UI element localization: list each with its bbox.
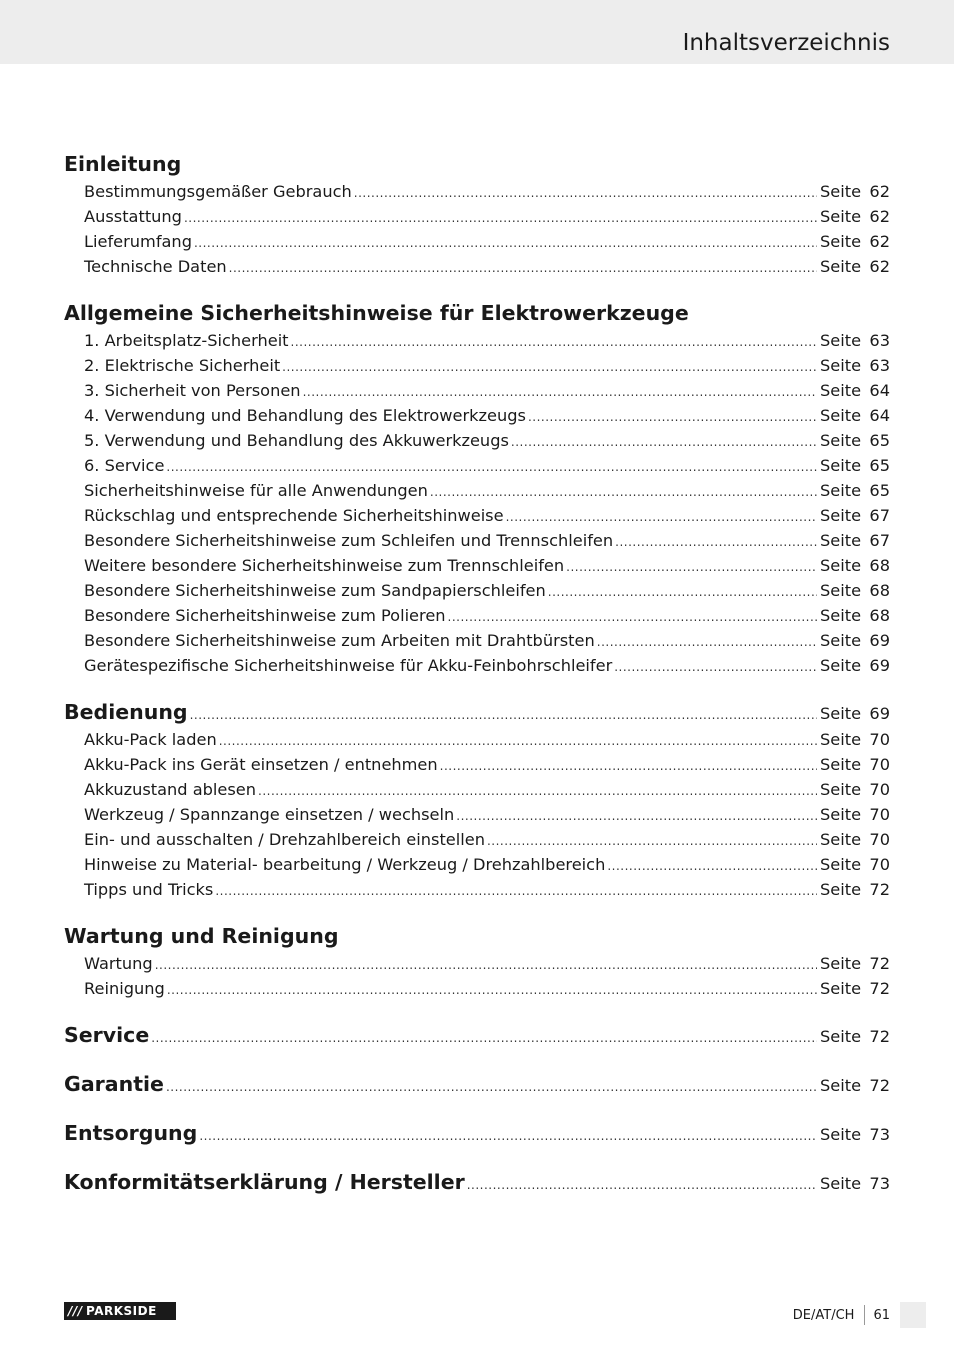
toc-entry[interactable]: [64, 553, 890, 578]
entry-page-number: 70: [869, 755, 890, 774]
toc-entry[interactable]: [64, 877, 890, 902]
entry-page-number: 69: [869, 656, 890, 675]
page-number: 61: [873, 1307, 890, 1323]
section-title: Konformitätserklärung / Hersteller: [64, 1170, 465, 1194]
page-label: Seite: [820, 356, 862, 375]
toc-section: [64, 1070, 890, 1099]
leader-dots: [199, 1122, 817, 1151]
entry-label: Technische Daten: [84, 257, 227, 276]
toc-entry[interactable]: [64, 827, 890, 852]
logo-stripes-icon: ///: [68, 1304, 83, 1318]
entry-page-number: 62: [869, 232, 890, 251]
page-label: Seite: [820, 631, 862, 650]
page-label: Seite: [820, 257, 862, 276]
entry-label: Hinweise zu Material- bearbeitung / Werkzeug / Drehzahlbereich: [84, 855, 606, 874]
toc-section: [64, 1021, 890, 1050]
entry-label: Gerätespezifische Sicherheitshinweise für Akku-Feinbohrschleifer: [84, 656, 613, 675]
entry-page-number: 72: [869, 954, 890, 973]
toc-entry[interactable]: [64, 503, 890, 528]
entry-page-number: 65: [869, 431, 890, 450]
toc-section: [64, 150, 890, 279]
entry-label: Werkzeug / Spannzange einsetzen / wechseln: [84, 805, 455, 824]
entry-label: Sicherheitshinweise für alle Anwendungen: [84, 481, 428, 500]
footer-box: [900, 1302, 926, 1328]
leader-dots: [215, 879, 817, 904]
entry-page-number: 72: [869, 979, 890, 998]
entry-page-number: 62: [869, 182, 890, 201]
leader-dots: [566, 555, 817, 580]
parkside-logo: [64, 1302, 176, 1320]
entry-label: Akkuzustand ablesen: [84, 780, 257, 799]
page-label: Seite: [820, 780, 862, 799]
entry-label: 5. Verwendung und Behandlung des Akkuwerkzeugs: [84, 431, 509, 450]
toc-entry[interactable]: [64, 752, 890, 777]
section-title: Allgemeine Sicherheitshinweise für Elektrowerkzeuge: [64, 301, 689, 325]
page-label: Seite: [820, 182, 862, 201]
page-label: Seite: [820, 1076, 862, 1095]
entry-label: Ausstattung: [84, 207, 182, 226]
entry-page-number: 67: [869, 506, 890, 525]
page-label: Seite: [820, 431, 862, 450]
toc-entry[interactable]: [64, 727, 890, 752]
page-label: Seite: [820, 1027, 862, 1046]
entry-label: Bestimmungsgemäßer Gebrauch: [84, 182, 352, 201]
entry-page-number: 69: [869, 631, 890, 650]
entry-page-number: 63: [869, 356, 890, 375]
page-label: Seite: [820, 730, 862, 749]
page-label: Seite: [820, 656, 862, 675]
page-label: Seite: [820, 531, 862, 550]
entry-label: 2. Elektrische Sicherheit: [84, 356, 281, 375]
entry-label: Akku-Pack ins Gerät einsetzen / entnehmen: [84, 755, 438, 774]
section-title: Service: [64, 1023, 150, 1047]
page-label: Seite: [820, 855, 862, 874]
entry-page-number: 68: [869, 581, 890, 600]
toc-entry[interactable]: [64, 229, 890, 254]
toc-section-heading[interactable]: [64, 1021, 890, 1050]
entry-page-number: 72: [869, 880, 890, 899]
entry-page-number: 62: [869, 257, 890, 276]
table-of-contents: [64, 150, 890, 1217]
leader-dots: [548, 580, 817, 605]
section-title: Wartung und Reinigung: [64, 924, 339, 948]
entry-page-number: 64: [869, 406, 890, 425]
toc-entry[interactable]: [64, 777, 890, 802]
leader-dots: [456, 804, 817, 829]
toc-entry[interactable]: [64, 204, 890, 229]
toc-entry[interactable]: [64, 254, 890, 279]
page-label: Seite: [820, 704, 862, 723]
entry-page-number: 70: [869, 805, 890, 824]
page-label: Seite: [820, 381, 862, 400]
section-title: Entsorgung: [64, 1121, 198, 1145]
entry-label: Lieferumfang: [84, 232, 192, 251]
toc-section-heading[interactable]: [64, 1119, 890, 1148]
toc-entry[interactable]: [64, 328, 890, 353]
leader-dots: [597, 630, 817, 655]
leader-dots: [166, 455, 817, 480]
leader-dots: [511, 430, 817, 455]
leader-dots: [282, 355, 817, 380]
section-page-number: 73: [869, 1174, 890, 1193]
entry-page-number: 70: [869, 780, 890, 799]
entry-label: Wartung: [84, 954, 153, 973]
entry-label: Besondere Sicherheitshinweise zum Polieren: [84, 606, 446, 625]
entry-label: Weitere besondere Sicherheitshinweise zum Trennschleifen: [84, 556, 565, 575]
toc-entry[interactable]: [64, 653, 890, 678]
leader-dots: [151, 1024, 817, 1053]
toc-section: [64, 698, 890, 902]
leader-dots: [448, 605, 817, 630]
leader-dots: [614, 655, 817, 680]
page-label: Seite: [820, 556, 862, 575]
country-code: DE/AT/CH: [792, 1307, 855, 1323]
entry-label: 3. Sicherheit von Personen: [84, 381, 301, 400]
toc-entry[interactable]: [64, 428, 890, 453]
page-label: Seite: [820, 1174, 862, 1193]
page-label: Seite: [820, 1125, 862, 1144]
entry-page-number: 70: [869, 855, 890, 874]
entry-page-number: 62: [869, 207, 890, 226]
section-page-number: 72: [869, 1076, 890, 1095]
entry-page-number: 68: [869, 556, 890, 575]
leader-dots: [607, 854, 817, 879]
page-label: Seite: [820, 207, 862, 226]
entry-label: Reinigung: [84, 979, 165, 998]
leader-dots: [194, 231, 817, 256]
page-label: Seite: [820, 481, 862, 500]
leader-dots: [615, 530, 817, 555]
toc-entry[interactable]: [64, 353, 890, 378]
toc-entry[interactable]: [64, 179, 890, 204]
section-title: Garantie: [64, 1072, 164, 1096]
entry-label: Ein- und ausschalten / Drehzahlbereich einstellen: [84, 830, 485, 849]
toc-entry[interactable]: [64, 802, 890, 827]
toc-entry[interactable]: [64, 378, 890, 403]
leader-dots: [440, 754, 817, 779]
toc-entry[interactable]: [64, 976, 890, 1001]
page-label: Seite: [820, 331, 862, 350]
header-bar: [0, 0, 954, 64]
leader-dots: [303, 380, 817, 405]
leader-dots: [167, 978, 817, 1003]
logo-brand-text: PARKSIDE: [86, 1304, 157, 1318]
toc-entry[interactable]: [64, 951, 890, 976]
page-label: Seite: [820, 232, 862, 251]
page-label: Seite: [820, 456, 862, 475]
toc-section: [64, 922, 890, 1001]
leader-dots: [229, 256, 817, 281]
entry-page-number: 64: [869, 381, 890, 400]
entry-label: Besondere Sicherheitshinweise zum Schleifen und Trennschleifen: [84, 531, 614, 550]
section-page-number: 69: [869, 704, 890, 723]
toc-entry[interactable]: [64, 528, 890, 553]
toc-entry[interactable]: [64, 628, 890, 653]
toc-section-heading[interactable]: [64, 1070, 890, 1099]
page-label: Seite: [820, 506, 862, 525]
entry-label: Besondere Sicherheitshinweise zum Arbeiten mit Drahtbürsten: [84, 631, 595, 650]
entry-label: 4. Verwendung und Behandlung des Elektrowerkzeugs: [84, 406, 526, 425]
section-title: Einleitung: [64, 152, 182, 176]
section-title: Bedienung: [64, 700, 188, 724]
page-label: Seite: [820, 406, 862, 425]
footer-meta: [793, 1302, 926, 1328]
section-page-number: 72: [869, 1027, 890, 1046]
section-page-number: 73: [869, 1125, 890, 1144]
entry-label: Besondere Sicherheitshinweise zum Sandpapierschleifen: [84, 581, 546, 600]
leader-dots: [184, 206, 817, 231]
entry-page-number: 68: [869, 606, 890, 625]
page-label: Seite: [820, 830, 862, 849]
entry-label: Rückschlag und entsprechende Sicherheitshinweise: [84, 506, 504, 525]
leader-dots: [155, 953, 817, 978]
entry-label: 6. Service: [84, 456, 165, 475]
page-title: Inhaltsverzeichnis: [682, 30, 890, 56]
leader-dots: [291, 330, 817, 355]
page-label: Seite: [820, 581, 862, 600]
toc-section: [64, 1119, 890, 1148]
entry-page-number: 70: [869, 830, 890, 849]
page-label: Seite: [820, 755, 862, 774]
entry-label: Tipps und Tricks: [84, 880, 214, 899]
toc-entry[interactable]: [64, 478, 890, 503]
entry-page-number: 70: [869, 730, 890, 749]
toc-section: [64, 299, 890, 678]
toc-entry[interactable]: [64, 603, 890, 628]
page-label: Seite: [820, 979, 862, 998]
leader-dots: [166, 1073, 817, 1102]
toc-section-heading[interactable]: [64, 698, 890, 727]
entry-page-number: 65: [869, 481, 890, 500]
entry-page-number: 65: [869, 456, 890, 475]
leader-dots: [528, 405, 817, 430]
page-label: Seite: [820, 954, 862, 973]
page-label: Seite: [820, 606, 862, 625]
entry-label: 1. Arbeitsplatz-Sicherheit: [84, 331, 289, 350]
leader-dots: [219, 729, 817, 754]
toc-section-heading[interactable]: [64, 1168, 890, 1197]
leader-dots: [467, 1171, 817, 1200]
page-label: Seite: [820, 880, 862, 899]
leader-dots: [430, 480, 817, 505]
toc-entry[interactable]: [64, 453, 890, 478]
leader-dots: [487, 829, 817, 854]
entry-label: Akku-Pack laden: [84, 730, 217, 749]
page-label: Seite: [820, 805, 862, 824]
toc-entry[interactable]: [64, 578, 890, 603]
leader-dots: [258, 779, 817, 804]
leader-dots: [190, 701, 817, 730]
toc-entry[interactable]: [64, 403, 890, 428]
entry-page-number: 67: [869, 531, 890, 550]
entry-page-number: 63: [869, 331, 890, 350]
leader-dots: [354, 181, 817, 206]
leader-dots: [506, 505, 817, 530]
toc-entry[interactable]: [64, 852, 890, 877]
toc-section: [64, 1168, 890, 1197]
